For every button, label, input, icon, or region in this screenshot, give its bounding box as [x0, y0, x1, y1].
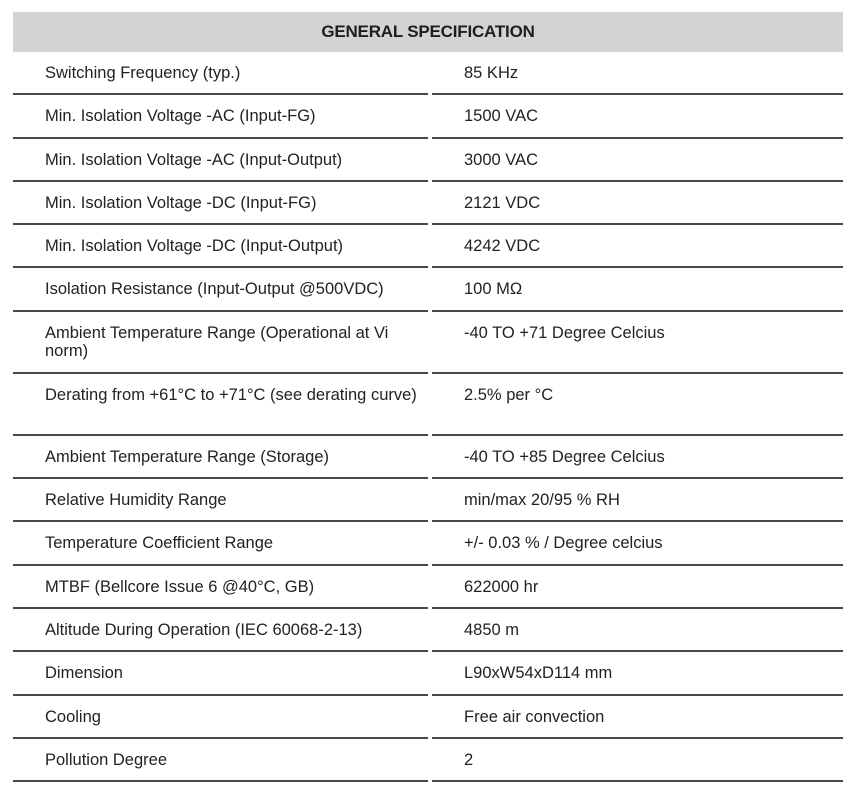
spec-label: Temperature Coefficient Range: [13, 522, 428, 565]
table-row: [13, 436, 843, 479]
table-row: [13, 225, 843, 268]
table-header: [13, 12, 843, 52]
table-row: [13, 566, 843, 609]
table-row: [13, 609, 843, 652]
spec-label: Ambient Temperature Range (Storage): [13, 436, 428, 479]
table-row: [13, 182, 843, 225]
spec-label: Min. Isolation Voltage -AC (Input-FG): [13, 95, 428, 138]
spec-label: Altitude During Operation (IEC 60068-2-13): [13, 609, 428, 652]
spec-label: Min. Isolation Voltage -DC (Input-FG): [13, 182, 428, 225]
spec-label: Cooling: [13, 696, 428, 739]
spec-label: Relative Humidity Range: [13, 479, 428, 522]
spec-value: 4242 VDC: [432, 225, 843, 268]
table-row: [13, 268, 843, 311]
spec-value: +/- 0.03 % / Degree celcius: [432, 522, 843, 565]
spec-value: 2121 VDC: [432, 182, 843, 225]
spec-value: Free air convection: [432, 696, 843, 739]
table-row: [13, 479, 843, 522]
table-body: [13, 52, 843, 782]
spec-label: Ambient Temperature Range (Operational at Vi norm): [13, 312, 428, 374]
table-row: [13, 374, 843, 436]
spec-label: Min. Isolation Voltage -DC (Input-Output): [13, 225, 428, 268]
spec-value: L90xW54xD114 mm: [432, 652, 843, 695]
table-row: [13, 312, 843, 374]
spec-label: MTBF (Bellcore Issue 6 @40°C, GB): [13, 566, 428, 609]
table-row: [13, 652, 843, 695]
spec-value: -40 TO +71 Degree Celcius: [432, 312, 843, 374]
spec-value: 622000 hr: [432, 566, 843, 609]
table-row: [13, 52, 843, 95]
table-row: [13, 522, 843, 565]
spec-label: Min. Isolation Voltage -AC (Input-Output): [13, 139, 428, 182]
table-title: GENERAL SPECIFICATION: [321, 22, 535, 41]
table-row: [13, 696, 843, 739]
spec-label: Dimension: [13, 652, 428, 695]
table-row: [13, 95, 843, 138]
spec-label: Switching Frequency (typ.): [13, 52, 428, 95]
spec-value: 4850 m: [432, 609, 843, 652]
spec-label: Isolation Resistance (Input-Output @500VDC): [13, 268, 428, 311]
spec-value: 2.5% per °C: [432, 374, 843, 436]
spec-value: 2: [432, 739, 843, 782]
spec-label: Pollution Degree: [13, 739, 428, 782]
general-specification-table: [13, 12, 843, 782]
table-row: [13, 139, 843, 182]
spec-value: 100 MΩ: [432, 268, 843, 311]
spec-value: -40 TO +85 Degree Celcius: [432, 436, 843, 479]
table-row: [13, 739, 843, 782]
spec-value: 1500 VAC: [432, 95, 843, 138]
spec-value: 3000 VAC: [432, 139, 843, 182]
spec-value: 85 KHz: [432, 52, 843, 95]
spec-label: Derating from +61°C to +71°C (see derating curve): [13, 374, 428, 436]
spec-value: min/max 20/95 % RH: [432, 479, 843, 522]
